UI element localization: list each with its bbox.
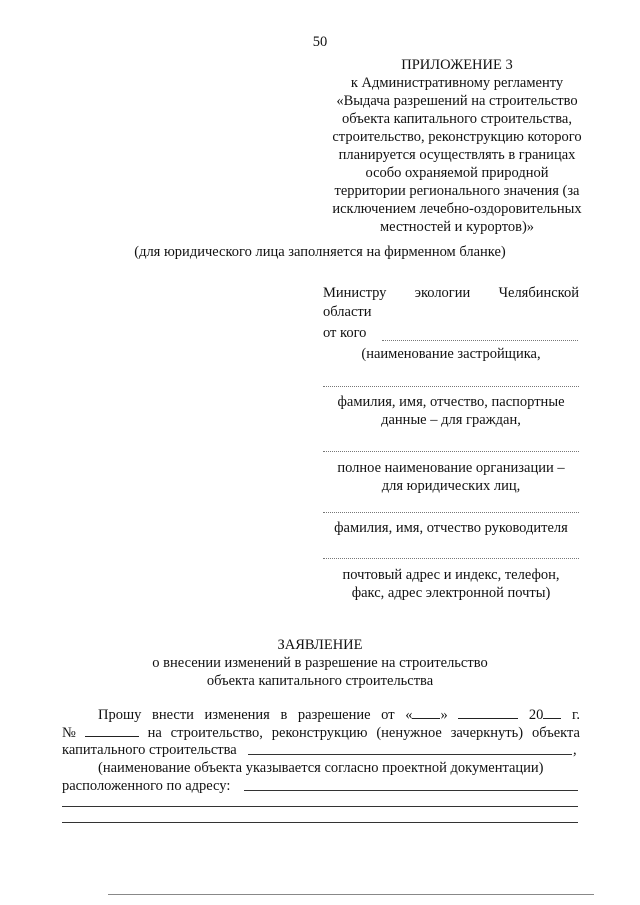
object-name-caption: (наименование объекта указывается согласно проектной документации): [98, 760, 544, 776]
text: строительство,: [170, 725, 263, 741]
appendix-line: планируется осуществлять в границах: [338, 147, 576, 163]
letterhead-note: (для юридического лица заполняется на фирменном бланке): [134, 244, 506, 260]
applicant-caption: факс, адрес электронной почты): [351, 585, 551, 601]
quote-close: »: [440, 707, 448, 723]
permit-number-field[interactable]: [85, 724, 139, 737]
year-prefix: 20: [528, 707, 544, 723]
statement-title: ЗАЯВЛЕНИЕ: [277, 637, 363, 653]
applicant-field-line[interactable]: [323, 386, 579, 387]
appendix-line: особо охраняемой природной: [365, 165, 549, 181]
object-name-field[interactable]: [248, 754, 572, 755]
text: в: [280, 707, 288, 723]
appendix-line: объекта капитального строительства,: [342, 111, 572, 127]
appendix-line: «Выдача разрешений на строительство: [336, 93, 578, 109]
applicant-caption: для юридических лиц,: [381, 478, 521, 494]
applicant-field-line[interactable]: [323, 558, 579, 559]
month-field[interactable]: [458, 706, 518, 719]
text: объекта: [531, 725, 580, 741]
year-suffix: г.: [572, 707, 580, 723]
addressee-region: области: [323, 304, 372, 320]
page-bottom-line: [108, 894, 594, 895]
address-label: расположенного по адресу:: [62, 778, 231, 794]
address-field[interactable]: [244, 790, 578, 791]
request-line-2: [62, 724, 580, 742]
statement-subtitle: о внесении изменений в разрешение на строительство: [152, 655, 488, 671]
text: капитального строительства: [62, 742, 237, 758]
text: Прошу: [98, 707, 142, 723]
day-field[interactable]: [412, 706, 440, 719]
applicant-field-line[interactable]: [323, 512, 579, 513]
addressee-line: [323, 284, 579, 302]
page-number: 50: [312, 34, 328, 50]
from-label: от кого: [323, 325, 367, 341]
addressee-word: Министру: [323, 285, 387, 301]
applicant-field-line[interactable]: [382, 340, 578, 341]
quote-open: «: [405, 707, 413, 723]
address-field[interactable]: [62, 806, 578, 807]
text: на: [147, 725, 162, 741]
applicant-caption: фамилия, имя, отчество, паспортные: [337, 394, 565, 410]
text: (ненужное: [376, 725, 442, 741]
addressee-word: Челябинской: [498, 285, 579, 301]
text: от: [381, 707, 395, 723]
appendix-line: исключением лечебно-оздоровительных: [332, 201, 582, 217]
appendix-subtitle: [312, 74, 602, 236]
number-sign: №: [62, 725, 76, 741]
appendix-title: ПРИЛОЖЕНИЕ 3: [401, 57, 513, 73]
text: изменения: [204, 707, 270, 723]
appendix-line: к Административному регламенту: [350, 75, 564, 91]
comma: ,: [573, 742, 577, 758]
appendix-line: территории регионального значения (за: [334, 183, 580, 199]
addressee-word: экологии: [414, 285, 471, 301]
applicant-field-line[interactable]: [323, 451, 579, 452]
year-field[interactable]: [543, 706, 561, 719]
applicant-caption: данные – для граждан,: [381, 412, 521, 428]
text: реконструкцию: [271, 725, 368, 741]
statement-subtitle: объекта капитального строительства: [206, 673, 434, 689]
appendix-line: местностей и курортов)»: [379, 219, 535, 235]
request-line-3: [62, 741, 237, 759]
text: зачеркнуть): [450, 725, 524, 741]
text: разрешение: [297, 707, 371, 723]
applicant-caption: фамилия, имя, отчество руководителя: [334, 520, 568, 536]
address-field[interactable]: [62, 822, 578, 823]
appendix-line: строительство, реконструкцию которого: [332, 129, 582, 145]
applicant-caption: (наименование застройщика,: [361, 346, 541, 362]
applicant-caption: почтовый адрес и индекс, телефон,: [342, 567, 560, 583]
request-line-1: [98, 706, 580, 724]
text: внести: [152, 707, 194, 723]
applicant-caption: полное наименование организации –: [337, 460, 565, 476]
